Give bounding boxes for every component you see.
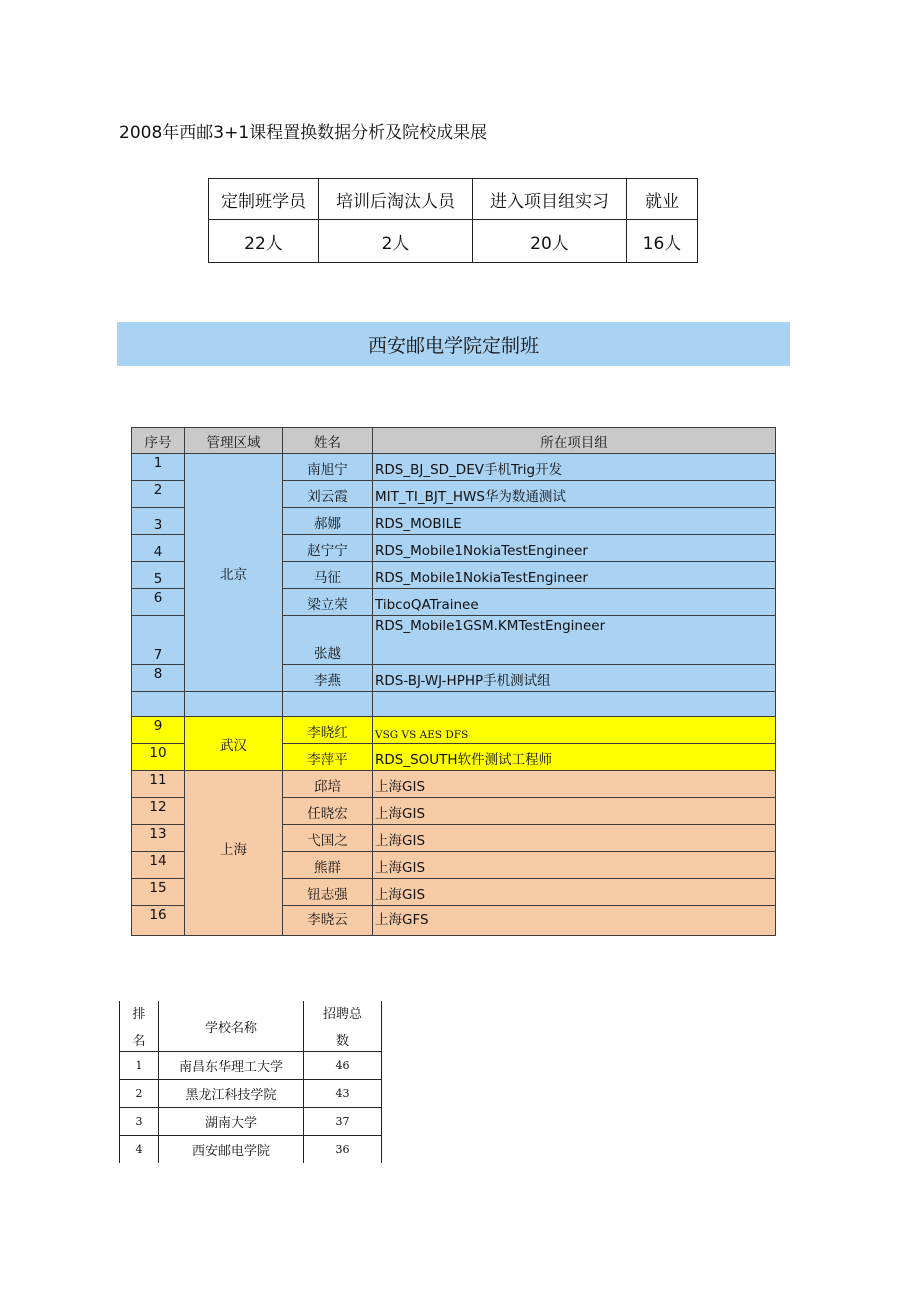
row-name: 弋国之 [283, 825, 373, 852]
row-project: 上海GFS [373, 906, 776, 936]
row-spacer [373, 692, 776, 717]
row-name: 钮志强 [283, 879, 373, 906]
row-seq: 8 [132, 665, 185, 692]
total-header-bottom: 数 [335, 1034, 349, 1049]
row-spacer [185, 692, 283, 717]
rank-cell: 3 [120, 1108, 159, 1136]
row-project: 上海GIS [373, 771, 776, 798]
rank-header-top: 排 [132, 1007, 146, 1022]
row-seq: 13 [132, 825, 185, 852]
row-seq: 3 [132, 508, 185, 535]
row-seq: 2 [132, 481, 185, 508]
total-cell: 43 [304, 1080, 382, 1108]
summary-header: 就业 [627, 179, 698, 220]
row-project: 上海GIS [373, 798, 776, 825]
roster-header: 姓名 [283, 428, 373, 454]
row-name: 梁立荣 [283, 589, 373, 616]
region-cell: 上海 [185, 771, 283, 936]
rank-header [120, 1001, 159, 1052]
total-cell: 36 [304, 1136, 382, 1164]
rank-header-bottom: 名 [132, 1034, 146, 1049]
row-project: RDS_Mobile1NokiaTestEngineer [373, 562, 776, 589]
section-banner: 西安邮电学院定制班 [117, 322, 790, 366]
row-project: RDS_BJ_SD_DEV手机Trig开发 [373, 454, 776, 481]
row-seq: 7 [132, 616, 185, 665]
row-name: 李燕 [283, 665, 373, 692]
rank-cell: 4 [120, 1136, 159, 1164]
row-project: RDS_MOBILE [373, 508, 776, 535]
row-project: RDS_Mobile1GSM.KMTestEngineer [373, 616, 776, 665]
rank-cell: 1 [120, 1052, 159, 1080]
summary-value: 2人 [319, 220, 473, 263]
row-project: 上海GIS [373, 825, 776, 852]
row-name: 邱培 [283, 771, 373, 798]
row-project: RDS_SOUTH软件测试工程师 [373, 744, 776, 771]
row-project: MIT_TI_BJT_HWS华为数通测试 [373, 481, 776, 508]
school-cell: 南昌东华理工大学 [159, 1052, 304, 1080]
row-project: 上海GIS [373, 879, 776, 906]
summary-table [208, 178, 698, 263]
row-seq: 1 [132, 454, 185, 481]
summary-header: 培训后淘汰人员 [319, 179, 473, 220]
roster-header: 所在项目组 [373, 428, 776, 454]
total-header-top: 招聘总 [322, 1007, 362, 1022]
row-name: 张越 [283, 616, 373, 665]
row-seq: 6 [132, 589, 185, 616]
row-name: 李晓红 [283, 717, 373, 744]
row-name: 李晓云 [283, 906, 373, 936]
row-seq: 12 [132, 798, 185, 825]
row-name: 南旭宁 [283, 454, 373, 481]
row-seq: 9 [132, 717, 185, 744]
region-cell: 武汉 [185, 717, 283, 771]
page-title: 2008年西邮3+1课程置换数据分析及院校成果展 [119, 123, 488, 143]
total-header [304, 1001, 382, 1052]
row-project: RDS_Mobile1NokiaTestEngineer [373, 535, 776, 562]
row-seq: 16 [132, 906, 185, 936]
roster-header: 序号 [132, 428, 185, 454]
row-name: 李萍平 [283, 744, 373, 771]
row-name: 任晓宏 [283, 798, 373, 825]
summary-value: 20人 [473, 220, 627, 263]
summary-value: 22人 [209, 220, 319, 263]
row-spacer [283, 692, 373, 717]
row-name: 郝娜 [283, 508, 373, 535]
school-cell: 西安邮电学院 [159, 1136, 304, 1164]
summary-header: 进入项目组实习 [473, 179, 627, 220]
row-name: 赵宁宁 [283, 535, 373, 562]
row-seq: 14 [132, 852, 185, 879]
row-spacer [132, 692, 185, 717]
row-project: 上海GIS [373, 852, 776, 879]
summary-header: 定制班学员 [209, 179, 319, 220]
row-name: 刘云霞 [283, 481, 373, 508]
rank-cell: 2 [120, 1080, 159, 1108]
row-seq: 5 [132, 562, 185, 589]
roster-table [131, 427, 776, 936]
total-cell: 46 [304, 1052, 382, 1080]
summary-value: 16人 [627, 220, 698, 263]
roster-header: 管理区域 [185, 428, 283, 454]
row-seq: 15 [132, 879, 185, 906]
row-name: 马征 [283, 562, 373, 589]
region-cell: 北京 [185, 454, 283, 692]
school-cell: 黑龙江科技学院 [159, 1080, 304, 1108]
row-name: 熊群 [283, 852, 373, 879]
row-project: TibcoQATrainee [373, 589, 776, 616]
row-project: VSG VS AES DFS [373, 717, 776, 744]
school-header: 学校名称 [159, 1001, 304, 1052]
row-project: RDS-BJ-WJ-HPHP手机测试组 [373, 665, 776, 692]
row-seq: 10 [132, 744, 185, 771]
ranking-table [119, 1001, 382, 1163]
row-seq: 4 [132, 535, 185, 562]
total-cell: 37 [304, 1108, 382, 1136]
school-cell: 湖南大学 [159, 1108, 304, 1136]
row-seq: 11 [132, 771, 185, 798]
